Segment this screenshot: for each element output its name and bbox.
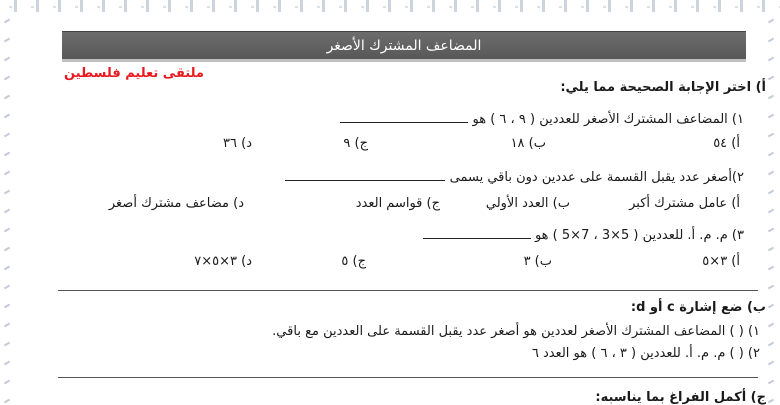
section-divider-2 xyxy=(58,377,758,378)
question-1 xyxy=(340,110,744,127)
answer-blank-1[interactable] xyxy=(340,110,468,123)
section-b-heading: ب) ضع إشارة c أو d: xyxy=(630,300,766,315)
q2-option-b[interactable]: ب) العدد الأولي xyxy=(485,196,570,211)
title-bar-shadow xyxy=(62,59,746,62)
question-3-text: ٣) م. م. أ. للعددين ( 5×3 ، 7×5 ) هو xyxy=(534,228,744,243)
q2-option-d[interactable]: د) مضاعف مشترك أصغر xyxy=(108,196,244,211)
section-divider-1 xyxy=(58,290,758,291)
section-c-heading: ج) أكمل الفراغ بما يناسبه: xyxy=(595,390,766,405)
q1-option-b[interactable]: ب) ١٨ xyxy=(510,136,546,151)
true-false-item-1[interactable]: ١) ( ) المضاعف المشترك الأصغر لعددين هو أصغر عدد يقبل القسمة على العددين مع باقي. xyxy=(272,324,760,339)
q1-option-d[interactable]: د) ٣٦ xyxy=(223,136,252,151)
top-decorative-border xyxy=(0,0,780,12)
question-2 xyxy=(285,168,744,185)
q3-option-c[interactable]: ج) ٥ xyxy=(341,254,366,269)
brand-label: ملتقى تعليم فلسطين xyxy=(64,66,204,81)
q3-option-a[interactable]: أ) ٣×٥ xyxy=(702,254,740,269)
right-decorative-border xyxy=(768,20,778,405)
answer-blank-3[interactable] xyxy=(423,226,531,239)
left-decorative-border xyxy=(4,20,14,405)
section-a-heading: أ) اختر الإجابة الصحيحة مما يلي: xyxy=(560,80,766,95)
q2-option-c[interactable]: ج) قواسم العدد xyxy=(355,196,440,211)
page-title-bar xyxy=(62,31,746,60)
question-2-text: ٢)أصغر عدد يقبل القسمة على عددين دون باقي يسمى xyxy=(449,170,744,185)
page-title: المضاعف المشترك الأصغر xyxy=(326,38,482,54)
q1-option-a[interactable]: أ) ٥٤ xyxy=(713,136,740,151)
q3-option-d[interactable]: د) ٣×٥×٧ xyxy=(194,254,252,269)
answer-blank-2[interactable] xyxy=(285,168,445,181)
q1-option-c[interactable]: ج) ٩ xyxy=(343,136,368,151)
true-false-item-2[interactable]: ٢) ( ) م. م. أ. للعددين ( ٣ ، ٦ ) هو العدد ٦ xyxy=(531,346,760,361)
question-3 xyxy=(423,226,744,243)
q3-option-b[interactable]: ب) ٣ xyxy=(523,254,552,269)
question-1-text: ١) المضاعف المشترك الأصغر للعددين ( ٩ ، ٦ ) هو xyxy=(472,112,744,127)
q2-option-a[interactable]: أ) عامل مشترك أكبر xyxy=(629,196,740,211)
